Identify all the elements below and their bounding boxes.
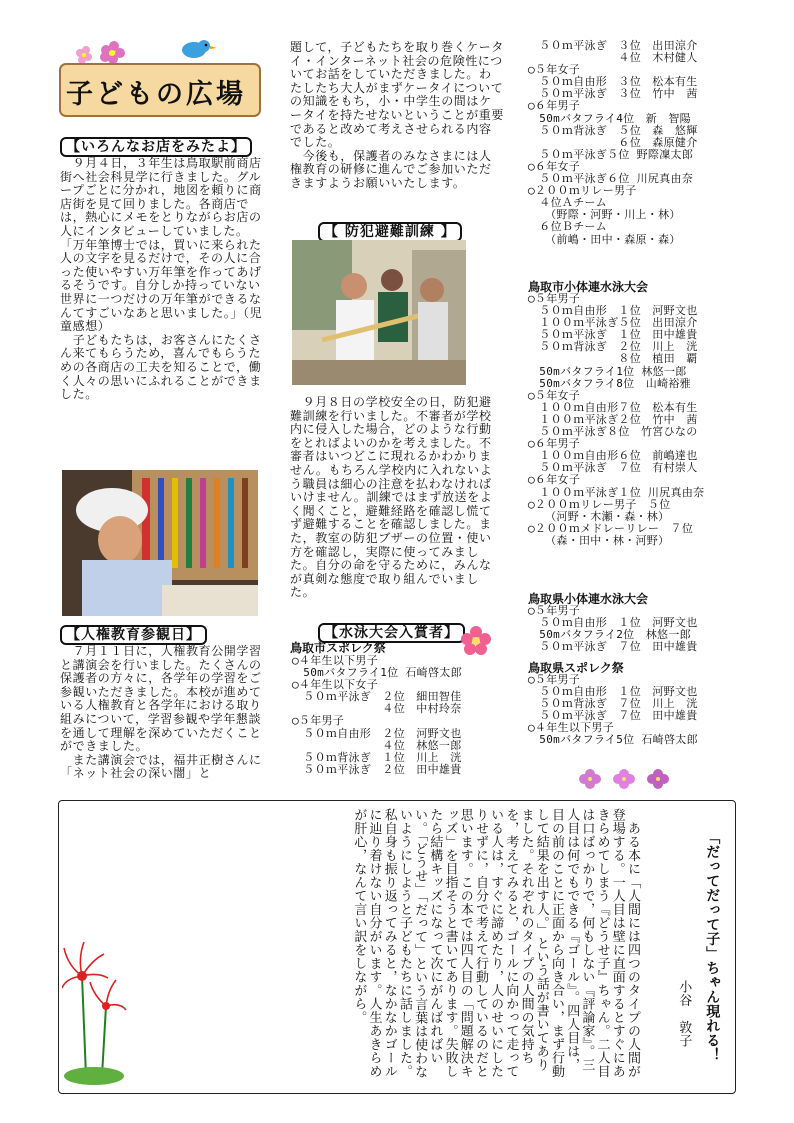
result-line: 50mバタフライ2位 林悠一郎 — [528, 628, 691, 642]
result-line: ４位 木村健人 — [528, 51, 698, 65]
result-line: ◯６年女子 — [528, 473, 581, 487]
result-line: １００ｍ自由形６位 前嶋達也 — [528, 449, 698, 463]
result-line: ◯４年生以下男子 — [292, 654, 379, 667]
result-line: ５０ｍ平泳ぎ １位 田中雄貴 — [528, 328, 698, 342]
result-line: １００ｍ平泳ぎ５位 出田涼介 — [528, 316, 698, 330]
result-line: ◯２００ｍリレー男子 ５位 — [528, 497, 671, 511]
result-line: ５０ｍ平泳ぎ ２位 細田智佳 — [292, 690, 462, 704]
spider-lily-illustration — [62, 936, 130, 1086]
result-line: ５０ｍ自由形 １位 河野文也 — [528, 616, 698, 630]
lecture-article-continued: 題して，子どもたちを取り巻くケータイ・インターネット社会の危険性についてお話をしていただきました。わたしたち大人がまずケータイについての知識をもち，小・中学生の間はケータイを持たせないということが重要であると改めて考えさせられる内容でした。 今後も，保護者のみなさまには人権教育の研修に進んでご参加いただきますようお願いいたします。 — [290, 40, 504, 190]
flower-icon — [100, 41, 125, 64]
result-line: 50mバタフライ1位 林悠一郎 — [528, 364, 687, 378]
result-line: ５０ｍ平泳ぎ ３位 出田涼介 — [528, 39, 698, 52]
result-line: ６位 森原健介 — [528, 135, 698, 149]
result-line: ５０ｍ平泳ぎ ７位 田中雄貴 — [528, 640, 698, 654]
result-line: ５０ｍ背泳ぎ ２位 川上 洸 — [528, 340, 698, 354]
result-line: ◯２００ｍメドレーリレー ７位 — [528, 521, 694, 535]
result-line: ５０ｍ平泳ぎ６位 川尻真由奈 — [528, 172, 694, 186]
result-line: （森・田中・林・河野） — [528, 533, 670, 547]
result-line: ◯４年生以下女子 — [292, 678, 379, 692]
result-line: 50mバタフライ5位 石崎啓太郎 — [528, 733, 698, 747]
result-line: ◯６年男子 — [528, 437, 581, 451]
result-line: ５０ｍ自由形 ２位 河野文也 — [292, 726, 462, 740]
result-line: （前嶋・田中・森原・森） — [528, 232, 681, 246]
result-line: ５０ｍ平泳ぎ ２位 田中雄貴 — [292, 762, 462, 776]
flower-row-decoration — [574, 766, 684, 792]
essay-body: ある本に「人間には四つのタイプの人間が登場する。一人目は壁に直面するとすぐにあきらめてしまう『どうせ子』ちゃん。二人目は口ばっかりで，何もしない『評論家』。三人目は何でもできる『ゴール』。四人目は，目の前のことに正面から向き合い，まず行動して結果を出す人。」という話が書いてありました。それぞれのタイプの人間の気持ちを，考えてみると，ゴールに向かって走っている人は，すぐに諦めたり，人のせいにしたりせずに，自分で考えて行動しているのだと思います。この本では四人目の「問題解決キッズ」を目指そうと書いてあります。失敗したら結構キッズになって次にがんばればいい。「どうせ」「だって」という言葉は使わないようにしようと子どもたちに話しました。私自身も振り返ってみると，なかなかゴールに辿り着けない自分がいます。人生あきらめが肝心，なんて言い訳をしながら。 — [351, 808, 640, 1079]
drill-article: ９月８日の学校安全の日，防犯避難訓練を行いました。不審者が学校内に侵入した場合，どのような行動をとればよいのかを考えました。不審者はいつどこに現れるかわかりません。もちろん学校内に入れないよう職員は細心の注意を払わなければいけません。訓練ではまず放送をよく聞くこと，避難経路を確認し慌てず避難することを確認しました。また，教室の防犯ブザーの位置・使い方を確認し，実際に使ってみました。自分の命を守るために，みんなが真剣な態度で取り組んでいました。 — [290, 395, 493, 600]
results-list — [528, 674, 698, 747]
heading-text: 水泳大会入賞者 — [339, 625, 444, 641]
result-line: 50mバタフライ1位 石崎啓太郎 — [292, 666, 462, 680]
result-line: ６位Ｂチーム — [528, 220, 608, 234]
heading-text: 防犯避難訓練 — [344, 224, 435, 240]
result-line: 50mバタフライ4位 新 智陽 — [528, 111, 691, 125]
result-line: ５０ｍ平泳ぎ８位 竹宮ひなの — [528, 425, 698, 439]
result-line: ◯５年女子 — [528, 388, 581, 402]
results-list — [292, 655, 462, 776]
results-list — [528, 40, 698, 246]
result-line: ５０ｍ自由形 １位 河野文也 — [528, 685, 698, 699]
results-list — [528, 293, 704, 547]
result-line: １００ｍ自由形７位 松本有生 — [528, 400, 698, 414]
result-line: ◯５年男子 — [528, 673, 581, 686]
meet-name: 鳥取市小体連水泳大会 — [528, 280, 649, 294]
results-list — [528, 605, 698, 653]
meet-name: 鳥取県小体連水泳大会 — [528, 592, 649, 606]
section-heading-shop-visit: 【いろんなお店をみたよ】 — [60, 136, 252, 156]
result-line: 50mバタフライ8位 山崎裕雅 — [528, 376, 691, 390]
heading-text: 人権教育参観日 — [81, 627, 186, 643]
meet-name: 鳥取県スポレク祭 — [528, 661, 624, 675]
result-line: ◯５年男子 — [528, 604, 581, 617]
result-line: ◯４年生以下男子 — [528, 721, 615, 735]
flower-icon — [76, 46, 92, 64]
meet-name: 鳥取市スポレク祭 — [290, 641, 386, 655]
result-line: ５０ｍ平泳ぎ ３位 竹中 茜 — [528, 87, 698, 101]
result-line: ５０ｍ平泳ぎ ７位 有村崇人 — [528, 461, 698, 475]
result-line: ５０ｍ背泳ぎ ７位 川上 洸 — [528, 697, 698, 711]
result-line: ５０ｍ平泳ぎ ７位 田中雄貴 — [528, 709, 698, 723]
result-line: （野際・河野・川上・林） — [528, 208, 681, 222]
result-line: ◯６年男子 — [528, 99, 581, 113]
section-heading-swim: 【水泳大会入賞者】 — [318, 622, 465, 642]
shop-visit-photo — [62, 470, 258, 616]
essay-title: 「だってだって子」ちゃん現れる！ — [704, 830, 721, 1062]
result-line: ４位 林悠一郎 — [292, 738, 462, 752]
result-line: ◯５年女子 — [528, 63, 581, 77]
result-line: ８位 植田 覇 — [528, 352, 698, 366]
drill-photo — [292, 240, 466, 385]
flower-icon — [456, 622, 496, 662]
essay-author: 小谷 敦子 — [676, 980, 692, 1048]
result-line: １００ｍ平泳ぎ１位 川尻真由奈 — [528, 485, 705, 499]
section-heading-drill: 【 防犯避難訓練 】 — [318, 221, 462, 241]
result-line: ◯５年男子 — [528, 292, 581, 305]
section-heading-human-rights: 【人権教育参観日】 — [60, 624, 207, 644]
result-line: ５０ｍ背泳ぎ １位 川上 洸 — [292, 750, 462, 764]
result-line: ５０ｍ背泳ぎ ５位 森 悠輝 — [528, 123, 698, 137]
bird-icon — [182, 40, 217, 58]
result-line: ５０ｍ平泳ぎ５位 野際凜太郎 — [528, 147, 694, 161]
result-line: ◯６年女子 — [528, 159, 581, 173]
masthead-title: 子どもの広場 — [66, 79, 246, 110]
result-line: ５０ｍ自由形 １位 河野文也 — [528, 304, 698, 318]
heading-text: いろんなお店をみたよ — [81, 139, 231, 155]
shop-visit-article: ９月４日，３年生は鳥取駅前商店街へ社会科見学に行きました。グループごとに分かれ，地図を頼りに商店街を見て回りました。各商店では，熱心にメモをとりながらお店の人にインタビューしていました。 「万年筆博士では，買いに来られた人の文字を見るだけで，その人に合った使いやすい万年筆を作ってあげるそうです。自分しか持っていない世界に一つだけの万年筆ができるなんてすごいなあと思いました。」（児童感想） 子どもたちは，お客さんにたくさん来てもらうため，喜んでもらうための各商店の工夫を知ることで，働く人々の思いにふれることができました。 — [60, 156, 263, 402]
result-line: （河野・木瀬・森・林） — [528, 509, 670, 523]
result-line: ４位 中村玲奈 — [292, 702, 462, 716]
result-line: １００ｍ平泳ぎ２位 竹中 茜 — [528, 412, 698, 426]
result-line: ４位Ａチーム — [528, 196, 608, 210]
result-line: ◯２００ｍリレー男子 — [528, 184, 637, 198]
result-line: ５０ｍ自由形 ３位 松本有生 — [528, 75, 698, 89]
result-line: ◯５年男子 — [292, 714, 345, 728]
human-rights-article: ７月１１日に，人権教育公開学習と講演会を行いました。たくさんの保護者の方々に，各学年の学習をご参観いただきました。本校が進めている人権教育と各学年における取り組みについて，学習参観や学年懇談を通して理解を深めていただくことができました。 また講演会では，福井正樹さんに「ネット社会の深い闇」と — [60, 644, 262, 781]
